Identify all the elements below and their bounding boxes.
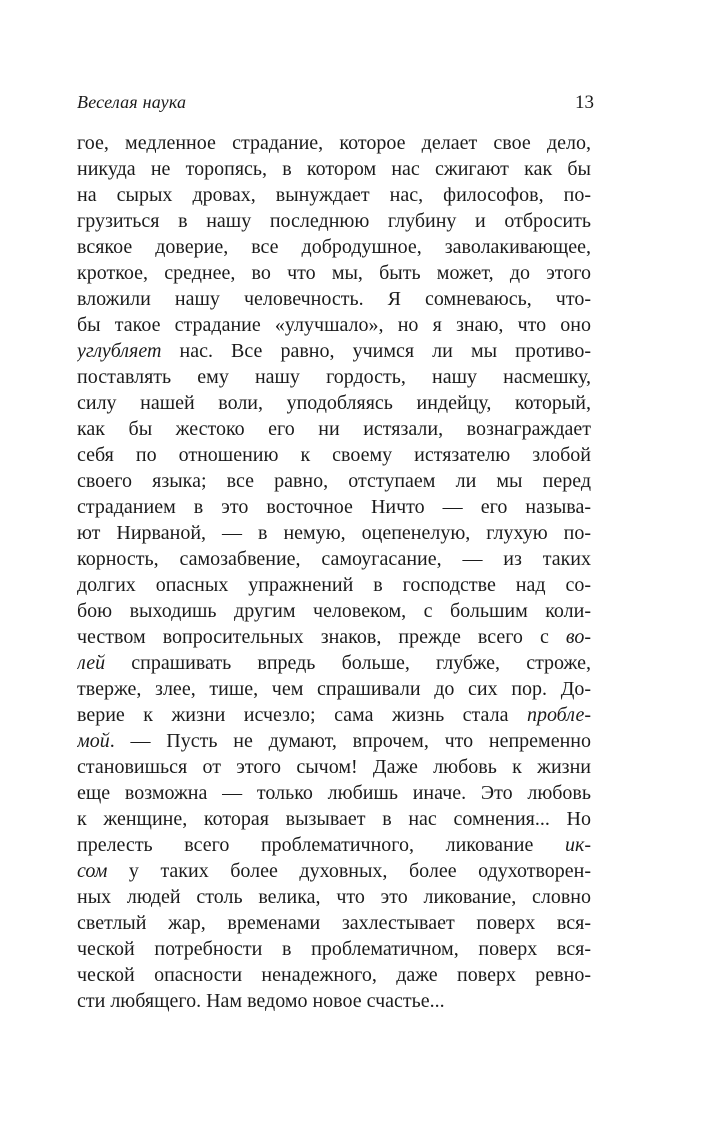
italic-text: ик- — [564, 834, 591, 856]
italic-text: во- — [565, 626, 591, 648]
text-segment: бою выходишь другим человеком, с большим коли- — [77, 600, 591, 622]
text-segment: прелесть всего проблематичного, ликование — [77, 834, 565, 856]
text-segment: к женщине, которая вызывает в нас сомнения... Но — [77, 808, 591, 830]
text-segment: ных людей столь велика, что это ликование, словно — [77, 886, 591, 908]
italic-text: пробле- — [526, 704, 591, 726]
text-line — [77, 416, 591, 442]
text-segment: как бы жестоко его ни истязали, вознаграждает — [77, 418, 591, 440]
text-line — [77, 858, 591, 884]
text-line — [77, 182, 591, 208]
italic-text: лей — [77, 652, 106, 674]
text-line — [77, 156, 591, 182]
text-line — [77, 260, 591, 286]
text-line — [77, 780, 591, 806]
italic-text: сом — [77, 860, 108, 882]
text-line — [77, 234, 591, 260]
text-line — [77, 702, 591, 728]
text-segment: бы такое страдание «улучшало», но я знаю, что оно — [77, 314, 591, 336]
text-line — [77, 390, 591, 416]
text-segment: ческой потребности в проблематичном, поверх вся- — [77, 938, 591, 960]
text-segment: на сырых дровах, вынуждает нас, философов, по- — [77, 184, 591, 206]
text-segment: себя по отношению к своему истязателю злобой — [77, 444, 591, 466]
text-line — [77, 624, 591, 650]
text-line — [77, 338, 591, 364]
text-segment: кроткое, среднее, во что мы, быть может, до этого — [77, 262, 591, 284]
text-line — [77, 312, 591, 338]
text-segment: корность, самозабвение, самоугасание, — из таких — [77, 548, 591, 570]
text-segment: светлый жар, временами захлестывает поверх вся- — [77, 912, 591, 934]
text-line — [77, 286, 591, 312]
text-line — [77, 650, 591, 676]
text-line — [77, 130, 591, 156]
text-segment: у таких более духовных, более одухотворен- — [107, 860, 591, 882]
text-segment: становишься от этого сычом! Даже любовь к жизни — [77, 756, 591, 778]
text-line — [77, 364, 591, 390]
text-line — [77, 676, 591, 702]
text-segment: ют Нирваной, — в немую, оцепенелую, глухую по- — [77, 522, 591, 544]
text-line — [77, 832, 591, 858]
text-segment: своего языка; все равно, отступаем ли мы перед — [77, 470, 591, 492]
text-segment: всякое доверие, все добродушное, заволакивающее, — [77, 236, 591, 258]
italic-text: углубляет — [77, 340, 162, 362]
text-segment: нас. Все равно, учимся ли мы противо- — [161, 340, 591, 362]
text-segment: долгих опасных упражнений в господстве над со- — [77, 574, 591, 596]
text-line — [77, 728, 591, 754]
text-segment: никуда не торопясь, в котором нас сжигают как бы — [77, 158, 591, 180]
running-title: Веселая наука — [77, 92, 187, 112]
text-line — [77, 806, 591, 832]
text-segment: вложили нашу человечность. Я сомневаюсь, что- — [77, 288, 591, 310]
text-segment: сти любящего. Нам ведомо новое счастье... — [77, 990, 445, 1012]
text-segment: еще возможна — только любишь иначе. Это любовь — [77, 782, 591, 804]
page-number: 13 — [575, 92, 594, 113]
text-line — [77, 546, 591, 572]
page-header — [77, 92, 594, 122]
text-line — [77, 988, 591, 1014]
text-line — [77, 442, 591, 468]
text-segment: чеством вопросительных знаков, прежде всего с — [77, 626, 566, 648]
text-segment: поставлять ему нашу гордость, нашу насмешку, — [77, 366, 591, 388]
text-segment: силу нашей воли, уподобляясь индейцу, который, — [77, 392, 591, 414]
italic-text: мой — [77, 730, 110, 752]
text-line — [77, 910, 591, 936]
text-line — [77, 208, 591, 234]
body-text — [77, 130, 591, 1014]
text-segment: грузиться в нашу последнюю глубину и отбросить — [77, 210, 591, 232]
text-segment: верие к жизни исчезло; сама жизнь стала — [77, 704, 527, 726]
text-line — [77, 754, 591, 780]
text-line — [77, 572, 591, 598]
text-line — [77, 598, 591, 624]
text-line — [77, 468, 591, 494]
text-line — [77, 884, 591, 910]
text-segment: тверже, злее, тише, чем спрашивали до сих пор. До- — [77, 678, 591, 700]
text-line — [77, 520, 591, 546]
text-segment: гое, медленное страдание, которое делает свое дело, — [77, 132, 591, 154]
text-line — [77, 936, 591, 962]
text-line — [77, 494, 591, 520]
text-segment: ческой опасности ненадежного, даже поверх ревно- — [77, 964, 591, 986]
text-segment: . — Пусть не думают, впрочем, что непременно — [109, 730, 591, 752]
text-segment: страданием в это восточное Ничто — его называ- — [77, 496, 591, 518]
text-line — [77, 962, 591, 988]
text-segment: спрашивать впредь больше, глубже, строже, — [105, 652, 591, 674]
